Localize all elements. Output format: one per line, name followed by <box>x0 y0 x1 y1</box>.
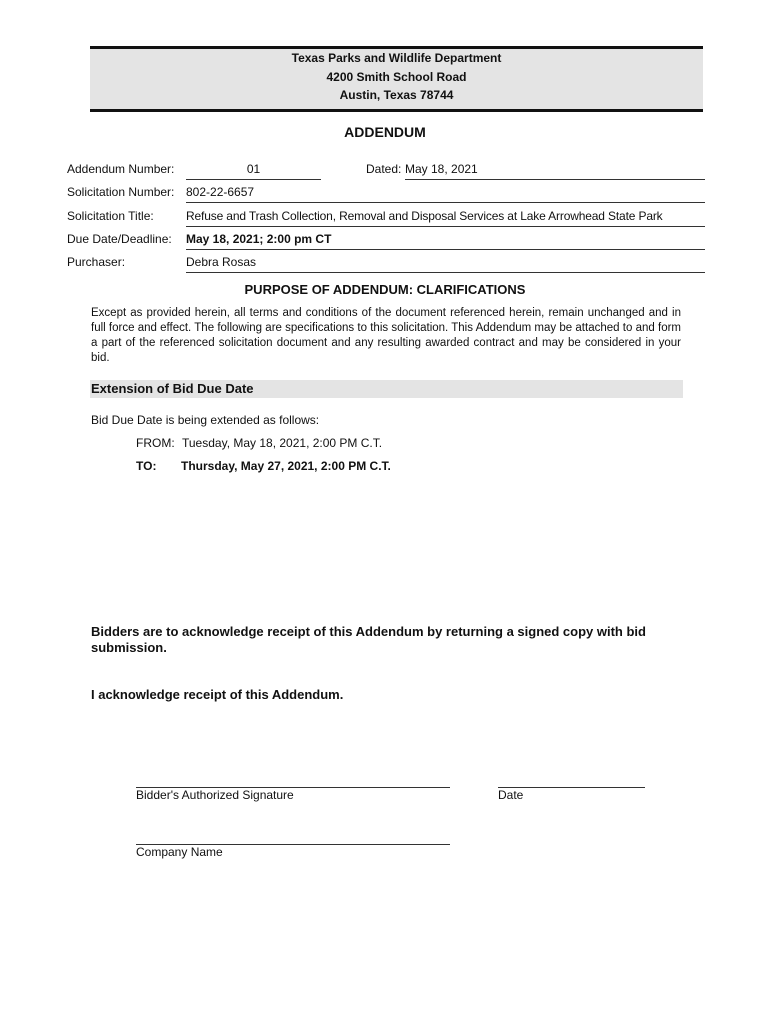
solicitation-number-value: 802-22-6657 <box>186 185 705 203</box>
org-address: 4200 Smith School Road <box>326 69 467 84</box>
org-name: Texas Parks and Wildlife Department <box>291 51 502 65</box>
bid-due-intro: Bid Due Date is being extended as follows: <box>91 413 320 427</box>
signature-label: Bidder's Authorized Signature <box>136 788 294 802</box>
header-box <box>90 46 703 112</box>
page-title: ADDENDUM <box>344 124 426 140</box>
section-heading: Extension of Bid Due Date <box>90 380 683 398</box>
due-date-value: May 18, 2021; 2:00 pm CT <box>186 232 705 250</box>
from-value: Tuesday, May 18, 2021, 2:00 PM C.T. <box>182 436 383 450</box>
solicitation-number-label: Solicitation Number: <box>67 185 175 199</box>
to-value: Thursday, May 27, 2021, 2:00 PM C.T. <box>181 459 391 473</box>
from-label: FROM: <box>136 436 175 450</box>
purpose-paragraph: Except as provided herein, all terms and conditions of the document referenced herein, remain unchanged and in full force and effect. The following are specifications to this solicitation. This Addendum may be attached to and form a part of the referenced solicitation document and any resulting awarded contract and may be considered in your bid. <box>91 307 681 364</box>
acknowledge-statement: I acknowledge receipt of this Addendum. <box>91 687 344 702</box>
dated-label: Dated: <box>366 162 402 176</box>
acknowledge-instruction: Bidders are to acknowledge receipt of this Addendum by returning a signed copy with bid submission. <box>91 624 646 655</box>
solicitation-title-label: Solicitation Title: <box>67 209 154 223</box>
date-label: Date <box>498 788 524 802</box>
dated-value: May 18, 2021 <box>405 162 705 180</box>
purchaser-label: Purchaser: <box>67 255 126 269</box>
due-date-label: Due Date/Deadline: <box>67 232 172 246</box>
company-label: Company Name <box>136 845 223 859</box>
purchaser-value: Debra Rosas <box>186 255 705 273</box>
solicitation-title-value: Refuse and Trash Collection, Removal and Disposal Services at Lake Arrowhead State Park <box>186 209 705 227</box>
org-city: Austin, Texas 78744 <box>339 88 454 102</box>
addendum-number-value: 01 <box>186 162 321 180</box>
addendum-number-label: Addendum Number: <box>67 162 175 176</box>
purpose-heading: PURPOSE OF ADDENDUM: CLARIFICATIONS <box>244 282 526 297</box>
to-label: TO: <box>136 459 157 473</box>
